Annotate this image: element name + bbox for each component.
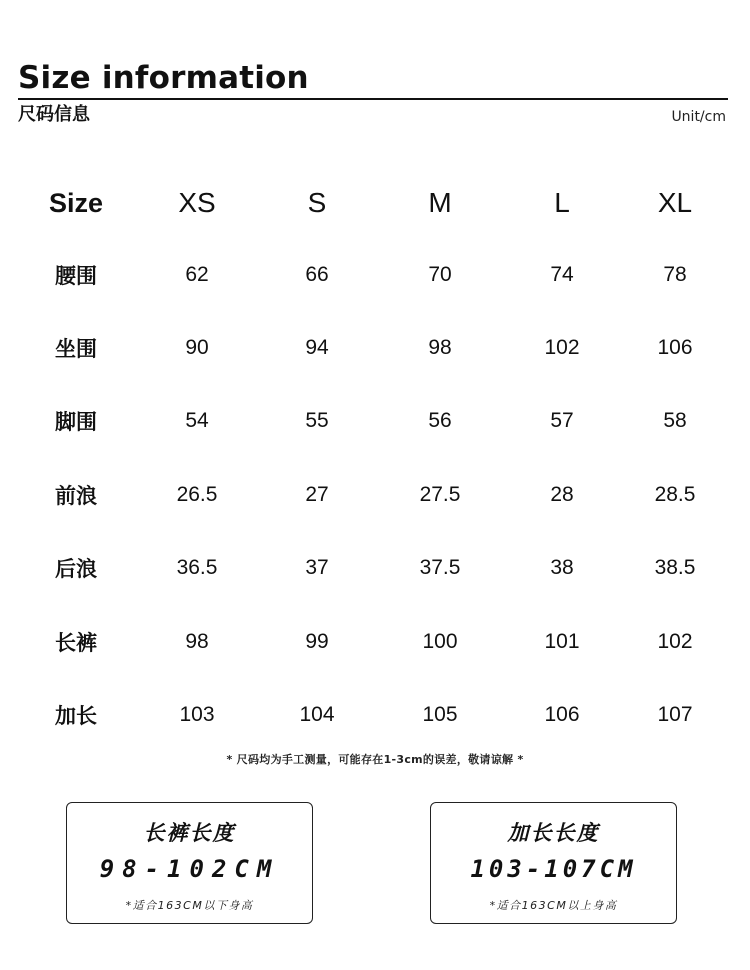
table-cell: 94 [305,336,329,360]
table-cell: 106 [657,336,693,360]
long-length-note: *适合163CM以上身高 [489,899,618,912]
page-title: Size information [18,60,309,96]
table-row [15,458,735,531]
row-label: 加长 [55,704,97,729]
table-cell: 99 [305,629,329,653]
header-cell-xs: XS [178,187,216,218]
table-row [15,385,735,458]
table-row [15,238,735,311]
header-cell-m: M [428,187,452,218]
table-cell: 66 [305,262,329,286]
header-cell-xl: XL [657,187,693,218]
long-length-box [430,802,677,924]
long-length-range: 103-107CM [470,855,637,883]
size-table [15,168,735,752]
header-cell-s: S [307,187,327,218]
table-cell: 36.5 [176,556,218,580]
table-header-row [15,168,735,238]
page-subtitle: 尺码信息 [18,104,90,125]
row-label: 坐围 [55,337,97,362]
table-cell: 102 [657,629,693,653]
table-cell: 103 [179,703,215,727]
row-label: 腰围 [55,263,97,288]
table-cell: 38 [550,556,574,580]
table-cell: 37 [305,556,329,580]
table-cell: 101 [544,629,580,653]
table-cell: 58 [663,409,687,433]
title-divider [18,98,728,100]
table-cell: 102 [544,336,580,360]
table-cell: 98 [428,336,452,360]
table-cell: 104 [299,703,335,727]
table-row [15,678,735,751]
table-cell: 107 [657,703,693,727]
table-cell: 70 [428,262,452,286]
table-cell: 54 [185,409,209,433]
table-cell: 28 [550,482,574,506]
table-cell: 98 [185,629,209,653]
table-cell: 27 [305,482,329,506]
table-cell: 62 [185,262,209,286]
regular-length-note: *适合163CM以下身高 [125,899,254,912]
table-cell: 74 [550,262,574,286]
table-cell: 78 [663,262,687,286]
table-cell: 105 [422,703,458,727]
header-cell-l: L [554,187,570,218]
regular-length-range: 98-102CM [99,855,280,883]
table-row [15,532,735,605]
measurement-note: * 尺码均为手工测量，可能存在1-3cm的误差，敬请谅解 * [226,753,524,766]
table-row [15,605,735,678]
row-label: 脚围 [55,410,97,435]
regular-length-title: 长裤长度 [143,821,236,845]
table-cell: 27.5 [419,482,461,506]
long-length-title: 加长长度 [507,821,600,845]
table-cell: 38.5 [654,556,696,580]
table-cell: 106 [544,703,580,727]
regular-length-box [66,802,313,924]
unit-label: Unit/cm [671,109,726,125]
table-cell: 37.5 [419,556,461,580]
table-cell: 90 [185,336,209,360]
table-cell: 28.5 [654,482,696,506]
header-cell-size: Size [48,187,104,218]
row-label: 长裤 [55,630,97,655]
table-row [15,311,735,384]
table-cell: 26.5 [176,482,218,506]
table-cell: 56 [428,409,452,433]
table-cell: 100 [422,629,458,653]
row-label: 前浪 [55,483,97,508]
table-cell: 57 [550,409,574,433]
table-cell: 55 [305,409,329,433]
row-label: 后浪 [55,557,97,582]
